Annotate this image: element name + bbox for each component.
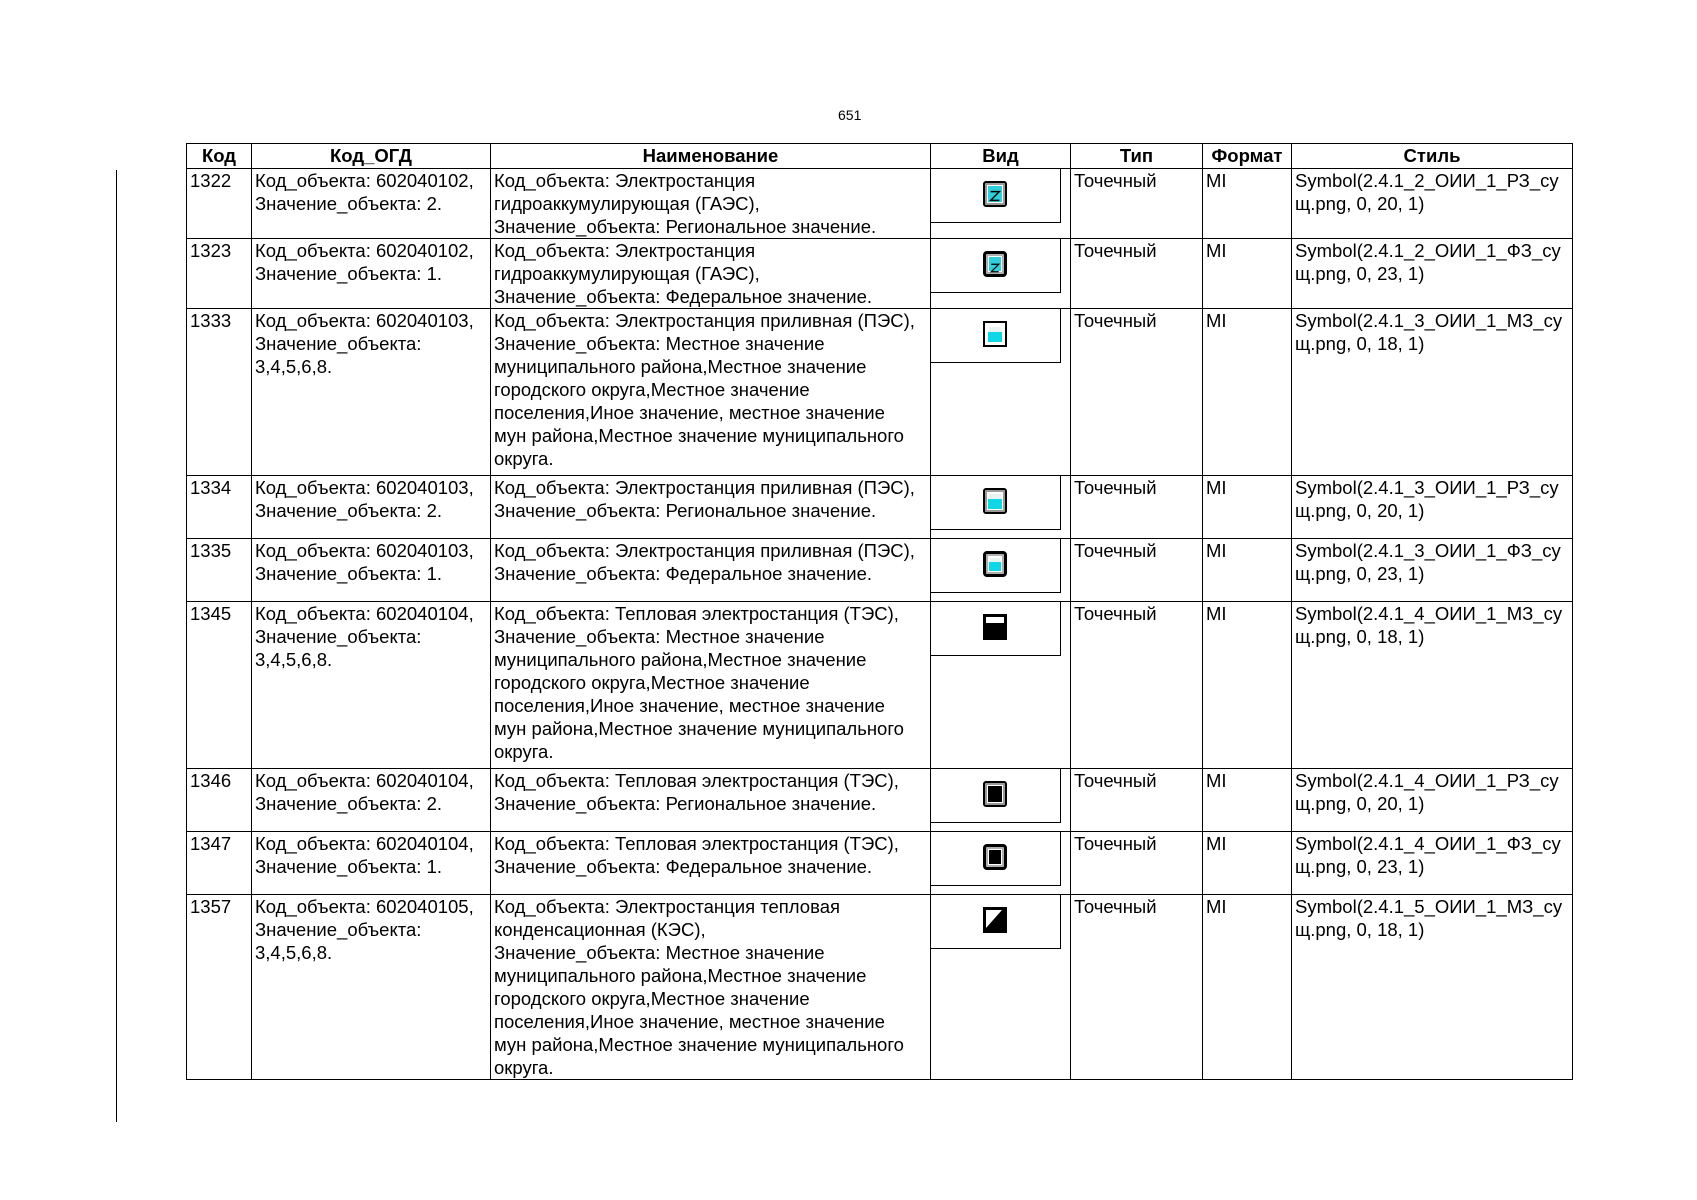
cell-view — [931, 602, 1071, 769]
cell-type: Точечный — [1071, 476, 1203, 539]
header-name: Наименование — [491, 144, 931, 169]
symbol-frame — [931, 169, 1061, 223]
cell-kod: 1334 — [187, 476, 252, 539]
cell-view — [931, 832, 1071, 895]
symbol-frame — [931, 476, 1061, 530]
cell-view — [931, 169, 1071, 239]
cell-style: Symbol(2.4.1_3_ОИИ_1_МЗ_су щ.png, 0, 18, 1) — [1292, 309, 1573, 476]
thermal-plant-regional-icon — [983, 781, 1007, 807]
symbol-frame — [931, 602, 1061, 656]
cell-name: Код_объекта: Электростанция гидроаккумулирующая (ГАЭС), Значение_объекта: Региональное значение. — [491, 169, 931, 239]
cell-kod: 1335 — [187, 539, 252, 602]
cell-view — [931, 895, 1071, 1080]
cell-view — [931, 476, 1071, 539]
header-type: Тип — [1071, 144, 1203, 169]
symbol-frame — [931, 309, 1061, 363]
ges-pumped-regional-icon — [983, 181, 1007, 207]
cell-format: MI — [1203, 169, 1292, 239]
cell-kod-ogd: Код_объекта: 602040105, Значение_объекта: 3,4,5,6,8. — [252, 895, 491, 1080]
cell-format: MI — [1203, 895, 1292, 1080]
cell-name: Код_объекта: Тепловая электростанция (ТЭС), Значение_объекта: Региональное значение. — [491, 769, 931, 832]
table-row — [187, 602, 1573, 769]
symbol-frame — [931, 832, 1061, 886]
cell-name: Код_объекта: Электростанция приливная (ПЭС), Значение_объекта: Местное значение муниципального района,Местное значение городского округа,Местное значение поселения,Иное значение, местное значение мун района,Местное значение муниципального округа. — [491, 309, 931, 476]
cell-name: Код_объекта: Электростанция приливная (ПЭС), Значение_объекта: Федеральное значение. — [491, 539, 931, 602]
table-row — [187, 239, 1573, 309]
margin-line — [116, 170, 117, 1122]
cell-kod-ogd: Код_объекта: 602040104, Значение_объекта: 1. — [252, 832, 491, 895]
cell-kod-ogd: Код_объекта: 602040104, Значение_объекта: 3,4,5,6,8. — [252, 602, 491, 769]
tidal-plant-federal-icon — [983, 551, 1007, 577]
cell-format: MI — [1203, 309, 1292, 476]
cell-format: MI — [1203, 539, 1292, 602]
cell-type: Точечный — [1071, 239, 1203, 309]
cell-kod: 1323 — [187, 239, 252, 309]
cell-type: Точечный — [1071, 602, 1203, 769]
table-row — [187, 169, 1573, 239]
cell-kod-ogd: Код_объекта: 602040102, Значение_объекта: 2. — [252, 169, 491, 239]
cell-style: Symbol(2.4.1_5_ОИИ_1_МЗ_су щ.png, 0, 18, 1) — [1292, 895, 1573, 1080]
cell-type: Точечный — [1071, 832, 1203, 895]
header-format: Формат — [1203, 144, 1292, 169]
cell-type: Точечный — [1071, 539, 1203, 602]
cell-type: Точечный — [1071, 895, 1203, 1080]
cell-kod-ogd: Код_объекта: 602040103, Значение_объекта: 2. — [252, 476, 491, 539]
table-row — [187, 895, 1573, 1080]
cell-style: Symbol(2.4.1_2_ОИИ_1_ФЗ_су щ.png, 0, 23, 1) — [1292, 239, 1573, 309]
symbol-frame — [931, 539, 1061, 593]
cell-format: MI — [1203, 602, 1292, 769]
cell-name: Код_объекта: Электростанция приливная (ПЭС), Значение_объекта: Региональное значение. — [491, 476, 931, 539]
header-style: Стиль — [1292, 144, 1573, 169]
cell-view — [931, 769, 1071, 832]
cell-view — [931, 239, 1071, 309]
cell-format: MI — [1203, 769, 1292, 832]
cell-type: Точечный — [1071, 309, 1203, 476]
thermal-plant-federal-icon — [983, 844, 1007, 870]
cell-style: Symbol(2.4.1_4_ОИИ_1_ФЗ_су щ.png, 0, 23, 1) — [1292, 832, 1573, 895]
cell-name: Код_объекта: Тепловая электростанция (ТЭС), Значение_объекта: Федеральное значение. — [491, 832, 931, 895]
symbol-frame — [931, 769, 1061, 823]
cell-kod: 1345 — [187, 602, 252, 769]
table-row — [187, 769, 1573, 832]
cell-format: MI — [1203, 832, 1292, 895]
cell-kod: 1346 — [187, 769, 252, 832]
table-row — [187, 476, 1573, 539]
table-row — [187, 309, 1573, 476]
tidal-plant-local-icon — [983, 321, 1007, 347]
header-view: Вид — [931, 144, 1071, 169]
cell-style: Symbol(2.4.1_4_ОИИ_1_МЗ_су щ.png, 0, 18, 1) — [1292, 602, 1573, 769]
codes-table — [186, 143, 1573, 1080]
cell-view — [931, 539, 1071, 602]
cell-style: Symbol(2.4.1_3_ОИИ_1_РЗ_су щ.png, 0, 20, 1) — [1292, 476, 1573, 539]
cell-type: Точечный — [1071, 769, 1203, 832]
ges-pumped-federal-icon — [983, 251, 1007, 277]
header-kod: Код — [187, 144, 252, 169]
cell-style: Symbol(2.4.1_2_ОИИ_1_РЗ_су щ.png, 0, 20, 1) — [1292, 169, 1573, 239]
cell-kod-ogd: Код_объекта: 602040104, Значение_объекта: 2. — [252, 769, 491, 832]
cell-name: Код_объекта: Электростанция тепловая конденсационная (КЭС), Значение_объекта: Местное значение муниципального района,Местное значение городского округа,Местное значение поселения,Иное значение, местное значение мун района,Местное значение муниципального округа. — [491, 895, 931, 1080]
cell-kod: 1357 — [187, 895, 252, 1080]
page-number: 651 — [838, 107, 862, 123]
header-row — [187, 144, 1573, 169]
cell-kod-ogd: Код_объекта: 602040103, Значение_объекта: 3,4,5,6,8. — [252, 309, 491, 476]
cell-format: MI — [1203, 239, 1292, 309]
table-row — [187, 539, 1573, 602]
cell-kod-ogd: Код_объекта: 602040102, Значение_объекта: 1. — [252, 239, 491, 309]
tidal-plant-regional-icon — [983, 488, 1007, 514]
cell-format: MI — [1203, 476, 1292, 539]
cell-type: Точечный — [1071, 169, 1203, 239]
cell-name: Код_объекта: Тепловая электростанция (ТЭС), Значение_объекта: Местное значение муниципального района,Местное значение городского округа,Местное значение поселения,Иное значение, местное значение мун района,Местное значение муниципального округа. — [491, 602, 931, 769]
cell-kod: 1347 — [187, 832, 252, 895]
cell-kod: 1322 — [187, 169, 252, 239]
cell-style: Symbol(2.4.1_4_ОИИ_1_РЗ_су щ.png, 0, 20, 1) — [1292, 769, 1573, 832]
table-row — [187, 832, 1573, 895]
cell-style: Symbol(2.4.1_3_ОИИ_1_ФЗ_су щ.png, 0, 23, 1) — [1292, 539, 1573, 602]
cell-kod-ogd: Код_объекта: 602040103, Значение_объекта: 1. — [252, 539, 491, 602]
thermal-plant-local-icon — [983, 614, 1007, 640]
symbol-frame — [931, 895, 1061, 949]
cell-name: Код_объекта: Электростанция гидроаккумулирующая (ГАЭС), Значение_объекта: Федеральное значение. — [491, 239, 931, 309]
header-kod-ogd: Код_ОГД — [252, 144, 491, 169]
symbol-frame — [931, 239, 1061, 293]
condensing-plant-local-icon — [983, 907, 1007, 933]
cell-view — [931, 309, 1071, 476]
cell-kod: 1333 — [187, 309, 252, 476]
